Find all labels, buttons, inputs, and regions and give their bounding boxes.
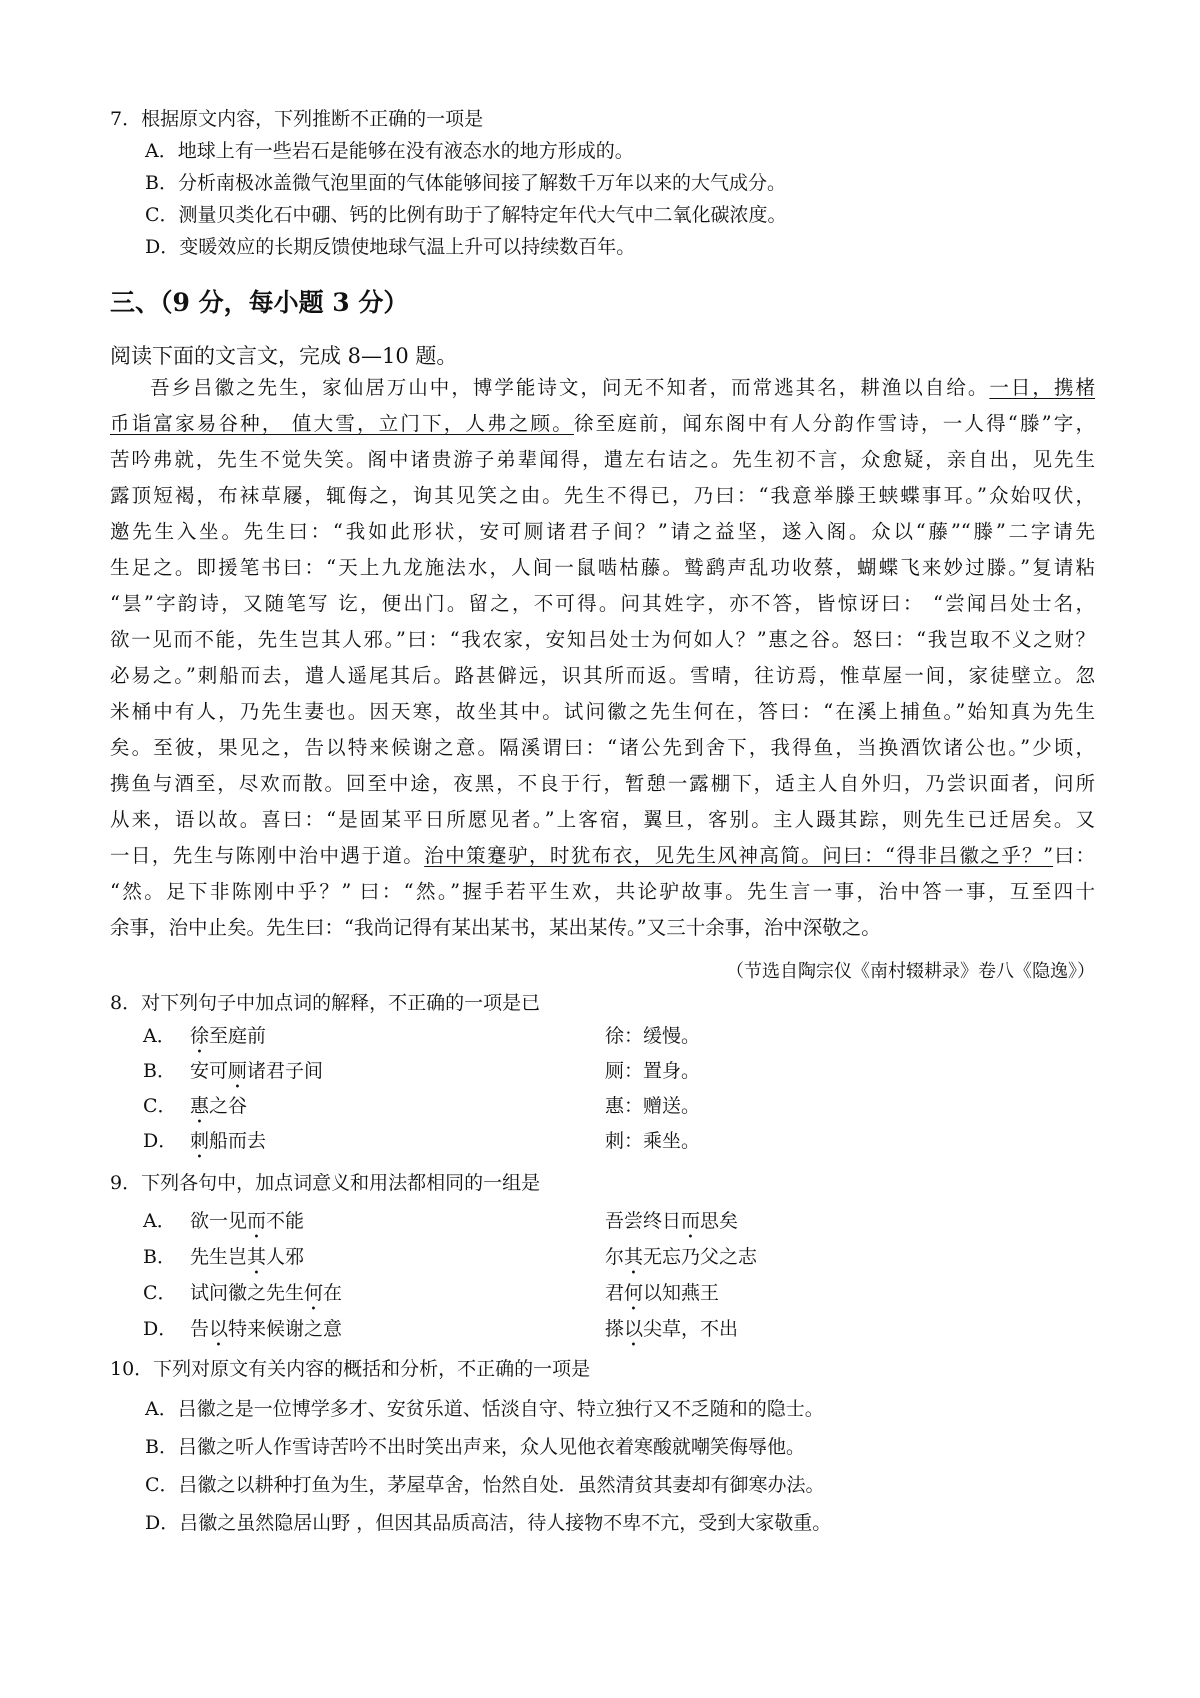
q7-option-c: C．测量贝类化石中硼、钙的比例有助于了解特定年代大气中二氧化碳浓度。 [145, 204, 787, 226]
dotted-word: 何 [624, 1282, 644, 1304]
dotted-word: 而 [247, 1210, 267, 1232]
passage-line: 一日，先生与陈刚中治中遇于道。治中策蹇驴，时犹布衣，见先生风神高简。问曰：“得非吕徽之乎？”曰： [110, 844, 1095, 867]
underlined-sentence: 币诣富家易谷种， 值大雪，立门下，人弗之顾。 [110, 412, 574, 435]
passage-line: 生足之。即援笔书曰：“天上九龙施法水，人间一鼠啮枯藤。鹫鹞声乱功收蔡，蝴蝶飞来妙过滕。”复请粘 [110, 556, 1095, 579]
q7-stem: 7．根据原文内容，下列推断不正确的一项是 [110, 108, 484, 130]
underlined-sentence: 一日，携楮 [989, 376, 1095, 399]
dotted-word: 以 [624, 1318, 644, 1340]
passage-line: “然。足下非陈刚中乎？” 曰：“然。”握手若平生欢，共论驴故事。先生言一事，治中答一事，互至四十 [110, 880, 1095, 903]
q8-option-d: D． 刺船而去 刺：乘坐。 [143, 1130, 701, 1152]
q7-option-a: A．地球上有一些岩石是能够在没有液态水的地方形成的。 [145, 140, 634, 162]
q8-option-b: B． 安可厕诸君子间 厕：置身。 [143, 1060, 701, 1082]
dotted-word: 以 [209, 1318, 229, 1340]
q9-option-b: B． 先生岂其人邪 尔其无忘乃父之志 [143, 1246, 758, 1268]
passage-source: （节选自陶宗仪《南村辍耕录》卷八《隐逸》） [726, 961, 1095, 982]
dotted-word: 惠 [190, 1095, 210, 1117]
q10-option-c: C．吕徽之以耕种打鱼为生，茅屋草舍，怡然自处．虽然清贫其妻却有御寒办法。 [145, 1474, 825, 1496]
q9-option-c: C． 试问徽之先生何在 君何以知燕王 [143, 1282, 720, 1304]
dotted-word: 刺 [190, 1130, 210, 1152]
passage-line: 邀先生入坐。先生曰：“我如此形状，安可厕诸君子间？”请之益坚，遂入阁。众以“藤”“滕”二字请先 [110, 520, 1095, 543]
passage-line: 从来，语以故。喜曰：“是固某平日所愿见者。”上客宿，翼旦，客别。主人蹑其踪，则先生已迁居矣。又 [110, 808, 1095, 831]
passage-line: 矣。至彼，果见之，告以特来候谢之意。隔溪谓曰：“诸公先到舍下，我得鱼，当换酒饮诸公也。”少顷， [110, 736, 1095, 759]
passage-line: 币诣富家易谷种， 值大雪，立门下，人弗之顾。徐至庭前，闻东阁中有人分韵作雪诗，一人得“滕”字， [110, 412, 1095, 435]
q7-option-b: B．分析南极冰盖微气泡里面的气体能够间接了解数千万年以来的大气成分。 [145, 172, 786, 194]
q7-option-d: D．变暖效应的长期反馈使地球气温上升可以持续数百年。 [145, 236, 636, 258]
q8-stem: 8．对下列句子中加点词的解释，不正确的一项是已 [110, 992, 541, 1014]
section-intro: 阅读下面的文言文，完成 8—10 题。 [110, 344, 458, 368]
q10-option-a: A．吕徽之是一位博学多才、安贫乐道、恬淡自守、特立独行又不乏随和的隐士。 [145, 1398, 824, 1420]
q9-stem: 9．下列各句中，加点词意义和用法都相同的一组是 [110, 1172, 541, 1194]
passage-line: “昙”字韵诗，又随笔写 讫，便出门。留之，不可得。问其姓字，亦不答，皆惊讶曰： “尝闻吕处士名， [110, 592, 1095, 615]
dotted-word: 其 [247, 1246, 267, 1268]
passage-line: 露顶短褐，布袜草屦，辄侮之，询其见笑之由。先生不得已，乃曰：“我意举滕王蛱蝶事耳。”众始叹伏， [110, 484, 1095, 507]
dotted-word: 而 [681, 1210, 701, 1232]
q10-stem: 10．下列对原文有关内容的概括和分析，不正确的一项是 [110, 1358, 591, 1380]
passage-line: 米桶中有人，乃先生妻也。因天寒，故坐其中。试问徽之先生何在，答曰：“在溪上捕鱼。”始知真为先生 [110, 700, 1095, 723]
passage-line: 吾乡吕徽之先生，家仙居万山中，博学能诗文，问无不知者，而常逃其名，耕渔以自给。一日，携楮 [150, 376, 1095, 399]
dotted-word: 何 [304, 1282, 324, 1304]
passage-line: 携鱼与酒至，尽欢而散。回至中途，夜黑，不良于行，暂憩一露棚下，适主人自外归，乃尝识面者，问所 [110, 772, 1095, 795]
q9-option-a: A． 欲一见而不能 吾尝终日而思矣 [143, 1210, 739, 1232]
dotted-word: 徐 [190, 1025, 210, 1047]
dotted-word: 其 [624, 1246, 644, 1268]
underlined-sentence: 治中策蹇驴，时犹布衣，见先生风神高简。问曰：“得非吕徽之乎？” [424, 844, 1054, 867]
passage-line: 余事，治中止矣。先生曰：“我尚记得有某出某书，某出某传。”又三十余事，治中深敬之。 [110, 916, 881, 939]
dotted-word: 厕 [228, 1060, 248, 1082]
q9-option-d: D． 告以特来候谢之意 搽以尖草，不出 [143, 1318, 739, 1340]
q8-option-a: A． 徐至庭前 徐：缓慢。 [143, 1025, 701, 1047]
passage-line: 必易之。”刺船而去，遣人遥尾其后。路甚僻远，识其所而返。雪晴，往访焉，惟草屋一间，家徒壁立。忽 [110, 664, 1095, 687]
section-heading: 三、（9 分，每小题 3 分） [110, 288, 409, 317]
passage-line: 苦吟弗就，先生不觉失笑。阁中诸贵游子弟辈闻得，遣左右诘之。先生初不言，众愈疑，亲自出，见先生 [110, 448, 1095, 471]
q10-option-b: B．吕徽之听人作雪诗苦吟不出时笑出声来，众人见他衣着寒酸就嘲笑侮辱他。 [145, 1436, 805, 1458]
q10-option-d: D．吕徽之虽然隐居山野 ，但因其品质高洁，待人接物不卑不亢，受到大家敬重。 [145, 1512, 832, 1534]
passage-line: 欲一见而不能，先生岂其人邪。”曰：“我农家，安知吕处士为何如人？”惠之谷。怒曰：“我岂取不义之财？ [110, 628, 1095, 651]
q8-option-c: C． 惠之谷 惠：赠送。 [143, 1095, 701, 1117]
